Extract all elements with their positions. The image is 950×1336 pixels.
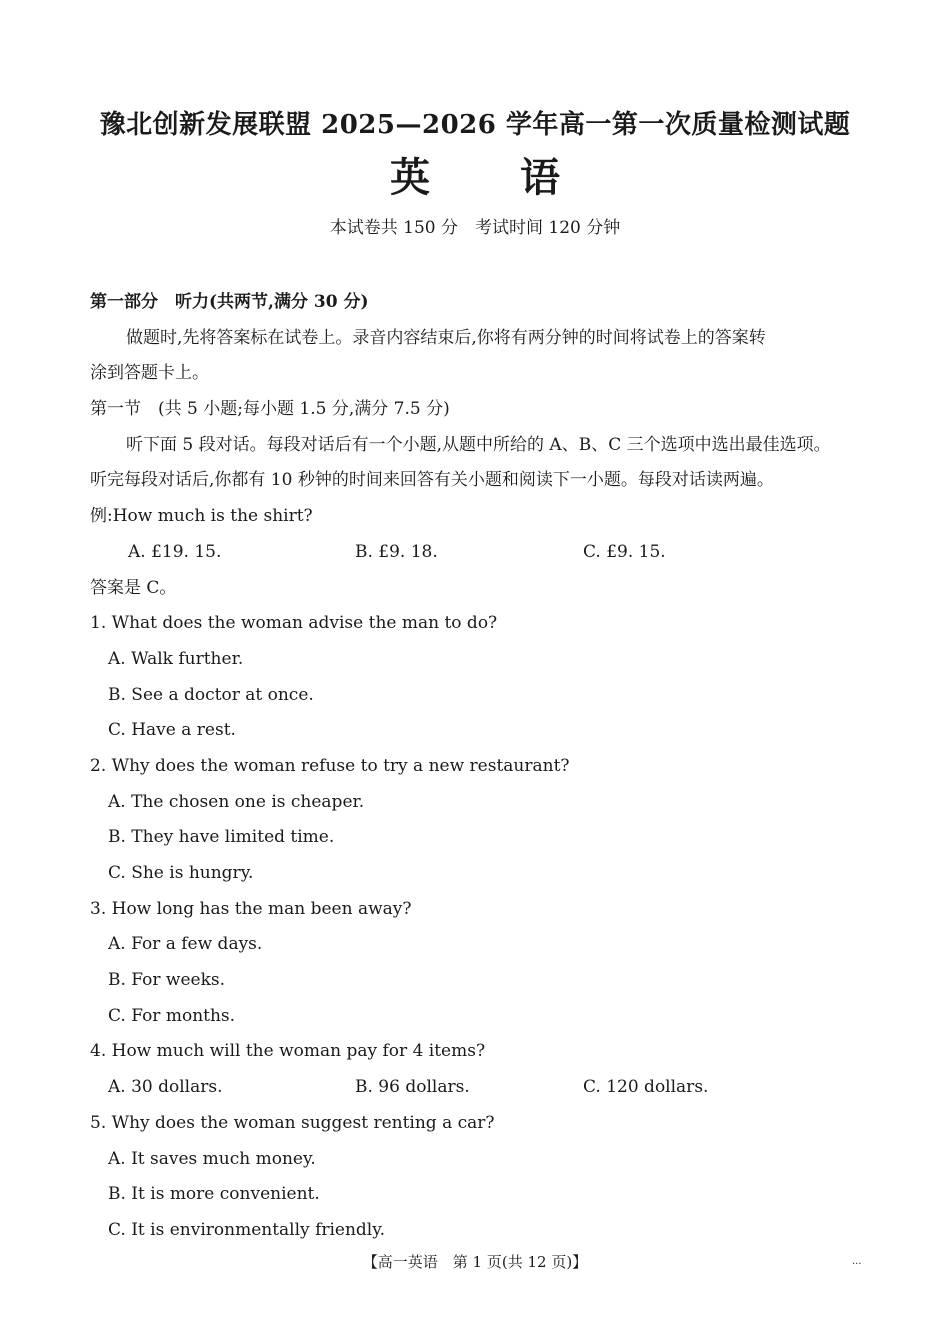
question-1-option-a: A. Walk further. (108, 648, 244, 669)
part1-heading: 第一部分 听力(共两节,满分 30 分) (90, 292, 369, 312)
question-2-option-a: A. The chosen one is cheaper. (108, 791, 365, 812)
exam-info: 本试卷共 150 分 考试时间 120 分钟 (329, 218, 621, 238)
question-3-stem: 3. How long has the man been away? (90, 898, 412, 919)
section1-instruction-line2: 听完每段对话后,你都有 10 秒钟的时间来回答有关小题和阅读下一小题。每段对话读两遍。 (90, 470, 774, 491)
exam-body (90, 285, 865, 1249)
question-3-option-a: A. For a few days. (108, 934, 263, 955)
question-1-option-b: B. See a doctor at once. (108, 684, 314, 705)
question-2-option-c: C. She is hungry. (108, 863, 254, 883)
question-4-option-a: A. 30 dollars. (108, 1077, 223, 1098)
question-4-options (90, 1070, 865, 1106)
example-answer: 答案是 C。 (90, 577, 177, 598)
question-4-option-b: B. 96 dollars. (355, 1077, 470, 1098)
question-3-option-b: B. For weeks. (108, 970, 226, 991)
subject-char-left: 英 (390, 154, 430, 201)
subject-title (0, 146, 950, 203)
corner-mark: ... (852, 1256, 862, 1267)
question-2-option-b: B. They have limited time. (108, 827, 335, 848)
part1-instruction-line2: 涂到答题卡上。 (90, 363, 209, 384)
part1-instruction-line1: 做题时,先将答案标在试卷上。录音内容结束后,你将有两分钟的时间将试卷上的答案转 (126, 327, 766, 348)
question-4-option-c: C. 120 dollars. (583, 1077, 709, 1098)
question-1-stem: 1. What does the woman advise the man to do? (90, 613, 498, 634)
section1-instruction-line1: 听下面 5 段对话。每段对话后有一个小题,从题中所给的 A、B、C 三个选项中选出最佳选项。 (126, 434, 831, 455)
subject-char-right: 语 (520, 154, 560, 201)
exam-title: 豫北创新发展联盟 2025—2026 学年高一第一次质量检测试题 (99, 110, 851, 140)
question-1-option-c: C. Have a rest. (108, 720, 236, 741)
page-footer: 【高一英语 第 1 页(共 12 页)】 (362, 1253, 588, 1271)
example-options (90, 535, 865, 571)
example-option-c: C. £9. 15. (583, 541, 666, 562)
question-5-option-b: B. It is more convenient. (108, 1184, 320, 1205)
question-3-option-c: C. For months. (108, 1005, 236, 1026)
example-option-a: A. £19. 15. (128, 541, 222, 562)
example-question: 例:How much is the shirt? (90, 506, 313, 527)
question-5-option-a: A. It saves much money. (108, 1148, 316, 1169)
question-5-stem: 5. Why does the woman suggest renting a car? (90, 1112, 495, 1133)
question-4-stem: 4. How much will the woman pay for 4 items? (90, 1041, 486, 1062)
example-option-b: B. £9. 18. (355, 541, 438, 562)
question-5-option-c: C. It is environmentally friendly. (108, 1219, 385, 1240)
section1-heading: 第一节 (共 5 小题;每小题 1.5 分,满分 7.5 分) (90, 399, 450, 420)
question-2-stem: 2. Why does the woman refuse to try a new restaurant? (90, 755, 570, 776)
